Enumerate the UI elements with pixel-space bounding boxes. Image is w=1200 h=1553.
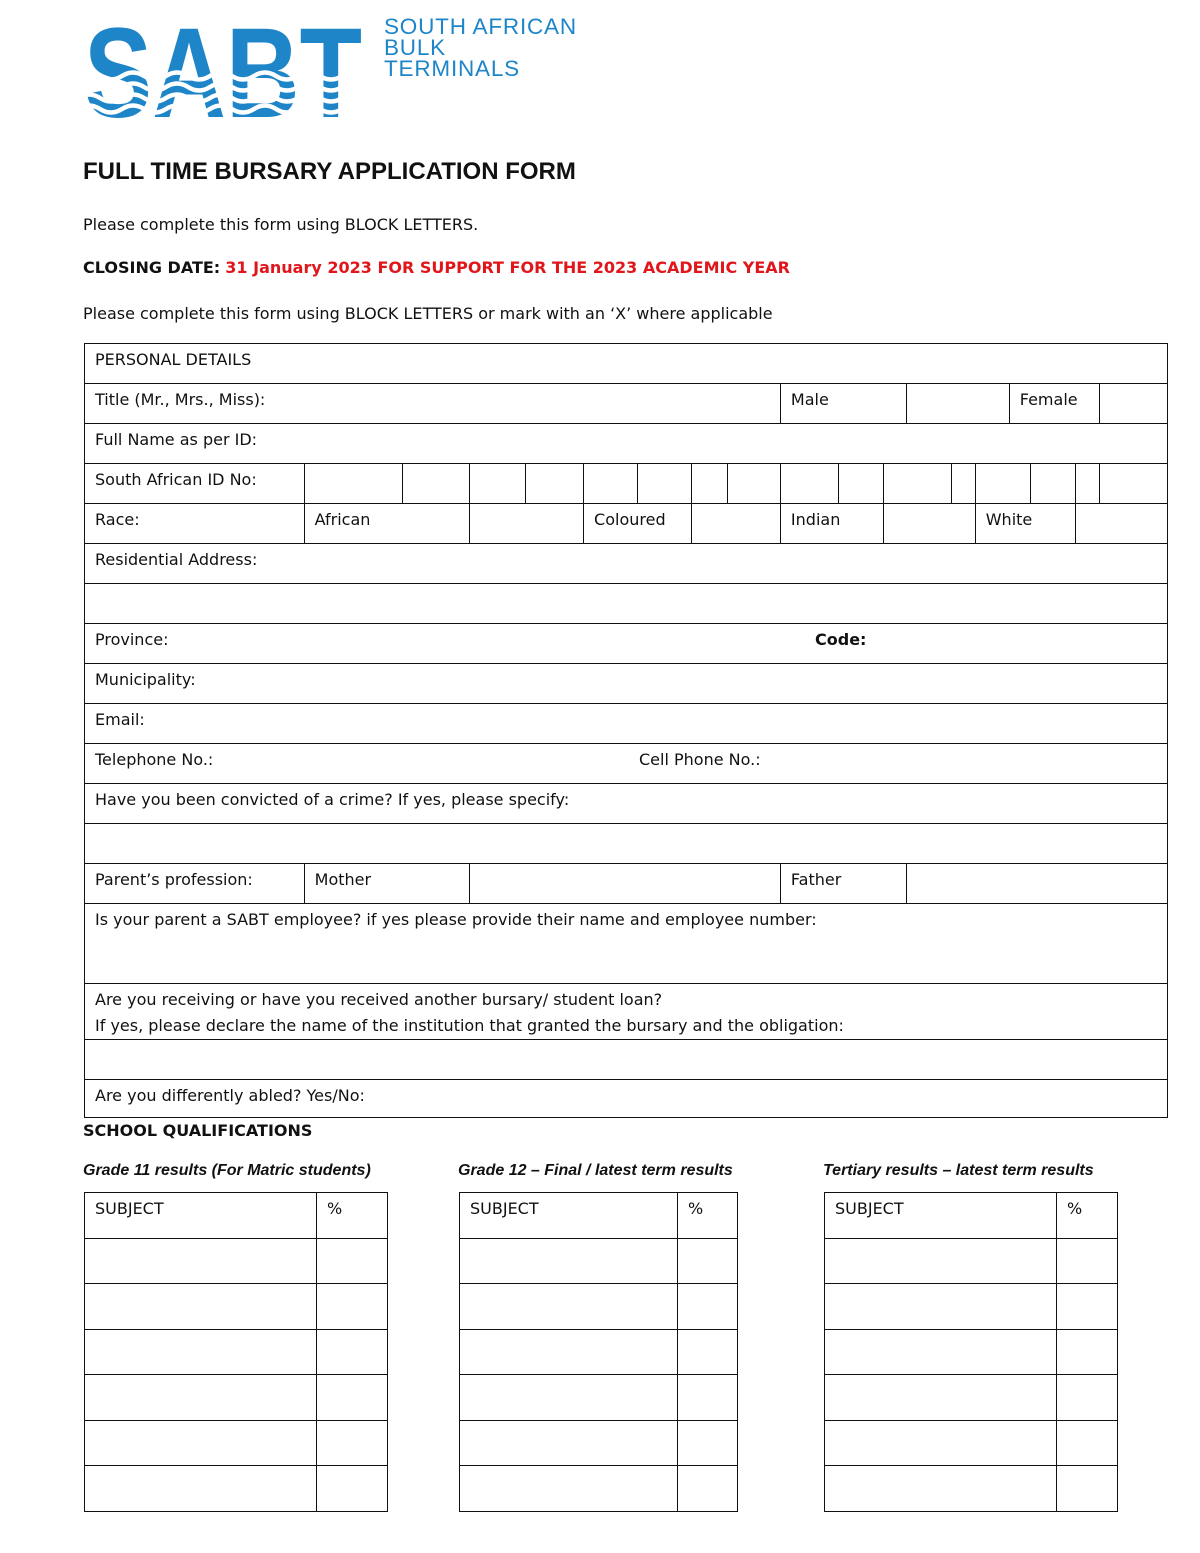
crime-question[interactable]: Have you been convicted of a crime? If yes, please specify: bbox=[85, 784, 1168, 824]
school-qualifications-heading: SCHOOL QUALIFICATIONS bbox=[83, 1121, 313, 1140]
percent-header: % bbox=[317, 1193, 388, 1239]
female-checkbox[interactable] bbox=[1100, 384, 1168, 424]
id-digit-box[interactable] bbox=[780, 464, 838, 504]
id-digit-box[interactable] bbox=[692, 464, 728, 504]
race-coloured-checkbox[interactable] bbox=[692, 504, 781, 544]
race-african-label: African bbox=[304, 504, 469, 544]
logo-line-3: TERMINALS bbox=[384, 56, 520, 81]
municipality-field[interactable]: Municipality: bbox=[85, 664, 1168, 704]
percent-header: % bbox=[1057, 1193, 1118, 1239]
race-african-checkbox[interactable] bbox=[469, 504, 583, 544]
race-white-label: White bbox=[975, 504, 1075, 544]
subject-cell[interactable] bbox=[460, 1466, 678, 1512]
subject-cell[interactable] bbox=[825, 1420, 1057, 1466]
id-digit-box[interactable] bbox=[526, 464, 584, 504]
percent-cell[interactable] bbox=[1057, 1375, 1118, 1421]
subject-cell[interactable] bbox=[85, 1466, 317, 1512]
id-digit-box[interactable] bbox=[884, 464, 952, 504]
id-digit-box[interactable] bbox=[304, 464, 402, 504]
percent-cell[interactable] bbox=[317, 1375, 388, 1421]
grade-12-results-table bbox=[459, 1192, 738, 1512]
percent-cell[interactable] bbox=[1057, 1466, 1118, 1512]
subject-cell[interactable] bbox=[85, 1238, 317, 1284]
female-label: Female bbox=[1009, 384, 1100, 424]
email-field[interactable]: Email: bbox=[85, 704, 1168, 744]
subject-cell[interactable] bbox=[460, 1238, 678, 1284]
id-digit-box[interactable] bbox=[728, 464, 781, 504]
subject-cell[interactable] bbox=[825, 1375, 1057, 1421]
percent-cell[interactable] bbox=[317, 1329, 388, 1375]
closing-date bbox=[83, 258, 790, 277]
id-digit-box[interactable] bbox=[1031, 464, 1075, 504]
subject-cell[interactable] bbox=[85, 1284, 317, 1330]
subject-cell[interactable] bbox=[460, 1329, 678, 1375]
subject-header: SUBJECT bbox=[825, 1193, 1057, 1239]
race-coloured-label: Coloured bbox=[584, 504, 692, 544]
telephone-label: Telephone No.: bbox=[95, 750, 214, 769]
province-label: Province: bbox=[95, 630, 169, 649]
province-row[interactable] bbox=[85, 624, 1168, 664]
province-row-inner bbox=[95, 630, 1157, 649]
sabt-logo bbox=[83, 10, 365, 118]
percent-cell[interactable] bbox=[1057, 1238, 1118, 1284]
code-label: Code: bbox=[815, 630, 867, 649]
closing-date-label: CLOSING DATE: bbox=[83, 258, 221, 277]
subject-cell[interactable] bbox=[825, 1466, 1057, 1512]
percent-cell[interactable] bbox=[317, 1420, 388, 1466]
percent-cell[interactable] bbox=[678, 1238, 738, 1284]
subject-cell[interactable] bbox=[825, 1329, 1057, 1375]
percent-cell[interactable] bbox=[678, 1420, 738, 1466]
id-digit-box[interactable] bbox=[584, 464, 638, 504]
percent-cell[interactable] bbox=[678, 1375, 738, 1421]
subject-cell[interactable] bbox=[460, 1375, 678, 1421]
subject-cell[interactable] bbox=[85, 1329, 317, 1375]
grade-11-results-title: Grade 11 results (For Matric students) bbox=[83, 1162, 371, 1179]
parent-profession-label: Parent’s profession: bbox=[85, 864, 305, 904]
id-digit-box[interactable] bbox=[402, 464, 469, 504]
mother-profession-field[interactable] bbox=[469, 864, 780, 904]
instruction-block-letters: Please complete this form using BLOCK LETTERS. bbox=[83, 215, 479, 234]
subject-cell[interactable] bbox=[825, 1284, 1057, 1330]
race-label: Race: bbox=[85, 504, 305, 544]
logo-wordmark bbox=[384, 16, 577, 79]
other-bursary-answer-line[interactable] bbox=[85, 1040, 1168, 1080]
logo-line-2: BULK bbox=[384, 35, 446, 60]
percent-cell[interactable] bbox=[317, 1284, 388, 1330]
residential-address-field[interactable]: Residential Address: bbox=[85, 544, 1168, 584]
subject-cell[interactable] bbox=[85, 1420, 317, 1466]
father-profession-field[interactable] bbox=[906, 864, 1167, 904]
id-digit-box[interactable] bbox=[838, 464, 883, 504]
male-checkbox[interactable] bbox=[906, 384, 1009, 424]
id-number-label: South African ID No: bbox=[85, 464, 305, 504]
father-label: Father bbox=[780, 864, 906, 904]
mother-label: Mother bbox=[304, 864, 469, 904]
cell-phone-label: Cell Phone No.: bbox=[639, 750, 761, 769]
race-white-checkbox[interactable] bbox=[1075, 504, 1167, 544]
subject-cell[interactable] bbox=[460, 1420, 678, 1466]
tertiary-results-title: Tertiary results – latest term results bbox=[823, 1162, 1094, 1179]
percent-cell[interactable] bbox=[1057, 1420, 1118, 1466]
male-label: Male bbox=[780, 384, 906, 424]
other-bursary-question[interactable] bbox=[85, 984, 1168, 1040]
race-indian-checkbox[interactable] bbox=[884, 504, 976, 544]
id-digit-box[interactable] bbox=[975, 464, 1031, 504]
percent-cell[interactable] bbox=[317, 1466, 388, 1512]
id-digit-box[interactable] bbox=[1075, 464, 1100, 504]
id-digit-box[interactable] bbox=[637, 464, 692, 504]
instruction-mark-x: Please complete this form using BLOCK LETTERS or mark with an ‘X’ where applicable bbox=[83, 304, 773, 323]
personal-details-heading: PERSONAL DETAILS bbox=[85, 344, 1168, 384]
grade-11-results-table bbox=[84, 1192, 388, 1512]
phone-row-inner bbox=[95, 750, 1157, 769]
closing-date-value: 31 January 2023 FOR SUPPORT FOR THE 2023 ACADEMIC YEAR bbox=[225, 258, 790, 277]
subject-header: SUBJECT bbox=[85, 1193, 317, 1239]
percent-header: % bbox=[678, 1193, 738, 1239]
id-digit-box[interactable] bbox=[469, 464, 526, 504]
subject-cell[interactable] bbox=[460, 1284, 678, 1330]
title-label: Title (Mr., Mrs., Miss): bbox=[85, 384, 781, 424]
grade-12-results-title: Grade 12 – Final / latest term results bbox=[458, 1162, 733, 1179]
race-indian-label: Indian bbox=[780, 504, 883, 544]
phone-row[interactable] bbox=[85, 744, 1168, 784]
parent-employee-question[interactable]: Is your parent a SABT employee? if yes please provide their name and employee number: bbox=[85, 904, 1168, 984]
subject-cell[interactable] bbox=[825, 1238, 1057, 1284]
other-bursary-line-2: If yes, please declare the name of the institution that granted the bursary and the obligation: bbox=[95, 1016, 844, 1035]
residential-address-line-2[interactable] bbox=[85, 584, 1168, 624]
percent-cell[interactable] bbox=[678, 1466, 738, 1512]
personal-details-table bbox=[84, 343, 1168, 1118]
percent-cell[interactable] bbox=[317, 1238, 388, 1284]
logo-line-1: SOUTH AFRICAN bbox=[384, 14, 577, 39]
subject-header: SUBJECT bbox=[460, 1193, 678, 1239]
percent-cell[interactable] bbox=[1057, 1329, 1118, 1375]
crime-answer-line[interactable] bbox=[85, 824, 1168, 864]
percent-cell[interactable] bbox=[1057, 1284, 1118, 1330]
tertiary-results-table bbox=[824, 1192, 1118, 1512]
subject-cell[interactable] bbox=[85, 1375, 317, 1421]
id-digit-box[interactable] bbox=[1100, 464, 1168, 504]
percent-cell[interactable] bbox=[678, 1284, 738, 1330]
id-digit-box[interactable] bbox=[952, 464, 976, 504]
percent-cell[interactable] bbox=[678, 1329, 738, 1375]
differently-abled-question[interactable]: Are you differently abled? Yes/No: bbox=[85, 1080, 1168, 1118]
other-bursary-line-1: Are you receiving or have you received another bursary/ student loan? bbox=[95, 990, 663, 1009]
full-name-field[interactable]: Full Name as per ID: bbox=[85, 424, 1168, 464]
form-title: FULL TIME BURSARY APPLICATION FORM bbox=[83, 158, 576, 185]
